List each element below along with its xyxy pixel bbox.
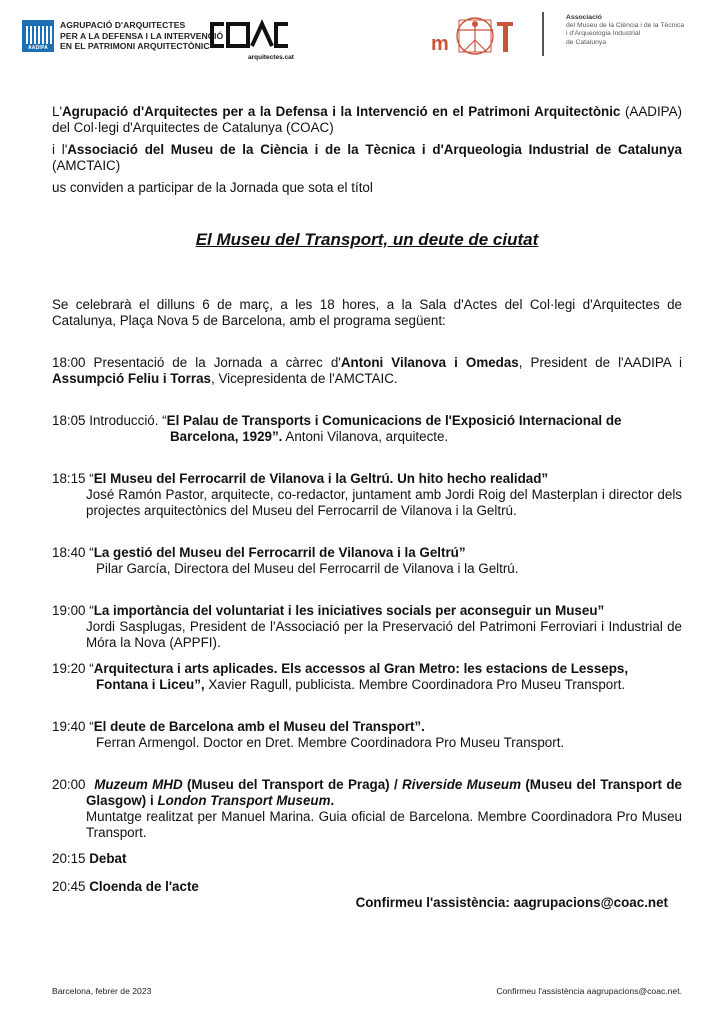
page-header [0, 12, 724, 62]
program-item: 18:15 “El Museu del Ferrocarril de Vilanova i la Geltrú. Un hito hecho realidad” José Ramón Pastor, arquitecte, co-redactor, juntament amb Jordi Roig del Masterplan i director dels projectes arquitectònics del Museu del Ferrocarril de Vilanova i la Geltrú. [52, 471, 682, 518]
intro-paragraph-3: us conviden a participar de la Jornada que sota el títol [52, 180, 373, 195]
venue-paragraph: Se celebrarà el dilluns 6 de març, a les 18 hores, a la Sala d'Actes del Col·legi d'Arquitectes de Catalunya, Plaça Nova 5 de Barcelona, amb el programa següent: [52, 297, 682, 328]
coac-logo-subtitle: arquitectes.cat [248, 54, 294, 61]
program-item: 18:00 Presentació de la Jornada a càrrec d'Antoni Vilanova i Omedas, President de l'AADIPA i Assumpció Feliu i Torras, Vicepresidenta de l'AMCTAIC. [52, 355, 682, 386]
document-body [52, 104, 682, 911]
program-item: 18:05 Introducció. “El Palau de Transports i Comunicacions de l'Exposició Internacional de Barcelona, 1929”. Antoni Vilanova, arquitecte. [52, 413, 622, 444]
mct-logo [431, 14, 521, 60]
assoc-line: del Museu de la Ciència i de la Tècnica [566, 22, 685, 30]
assoc-line: Associació [566, 14, 602, 21]
aadipa-logo-text [60, 20, 223, 52]
assoc-line: de Catalunya [566, 38, 607, 46]
coac-logo-mark [208, 18, 292, 52]
vitruvian-logo-icon [431, 14, 521, 60]
aadipa-line: AGRUPACIÓ D'ARQUITECTES [60, 20, 186, 30]
rsvp-line: Confirmeu l'assistència: aagrupacions@coac.net [355, 895, 668, 910]
program-item: 20:15 Debat [52, 851, 127, 866]
aadipa-line: PER A LA DEFENSA I LA INTERVENCIÓ [60, 30, 224, 41]
program-item: 20:45 Cloenda de l'acte [52, 879, 199, 894]
program-item: 18:40 “La gestió del Museu del Ferrocarril de Vilanova i la Geltrú” Pilar García, Directora del Museu del Ferrocarril de Vilanova i la Geltrú. [52, 545, 519, 576]
assoc-line: i d'Arqueologia Industrial [566, 30, 641, 38]
intro-paragraph-1: L'Agrupació d'Arquitectes per a la Defensa i la Intervenció en el Patrimoni Arquitectònic (AADIPA) del Col·legi d'Arquitectes de Catalunya (COAC) [52, 104, 683, 135]
program-item: 19:40 “El deute de Barcelona amb el Museu del Transport”. Ferran Armengol. Doctor en Dret. Membre Coordinadora Pro Museu Transport. [52, 719, 565, 750]
program-item: 20:00 Muzeum MHD (Museu del Transport de Praga) / Riverside Museum (Museu del Transport de Glasgow) i London Transport Museum. Muntatge realitzat per Manuel Marina. Guia oficial de Barcelona. Membre Coordinadora Pro Museu Transport. [52, 777, 682, 840]
aadipa-logo-word: AADIPA [28, 45, 48, 51]
header-divider [542, 12, 544, 56]
program-item: 19:20 “Arquitectura i arts aplicades. Els accessos al Gran Metro: les estacions de Lesseps, Fontana i Liceu”, Xavier Ragull, publicista. Membre Coordinadora Pro Museu Transport. [52, 661, 629, 692]
aadipa-line: EN EL PATRIMONI ARQUITECTÒNIC [60, 41, 210, 51]
program-item: 19:00 “La importància del voluntariat i les iniciatives socials per aconseguir un Museu” Jordi Sasplugas, President de l'Associació per la Preservació del Patrimoni Ferroviari i Industrial de Móra la Nova (APPFI). [52, 603, 682, 650]
svg-text:m: m [431, 33, 449, 55]
document-title: El Museu del Transport, un deute de ciutat [195, 230, 539, 249]
footer-date: Barcelona, febrer de 2023 [52, 986, 152, 996]
coac-logo [208, 18, 294, 60]
aadipa-logo [22, 20, 223, 52]
footer-rsvp: Confirmeu l'assistència aagrupacions@coac.net. [496, 986, 682, 996]
amctaic-logo-text [566, 14, 684, 47]
aadipa-logo-mark [22, 20, 54, 52]
intro-paragraph-2: i l'Associació del Museu de la Ciència i de la Tècnica i d'Arqueologia Industrial de Catalunya (AMCTAIC) [52, 142, 682, 173]
title-container [52, 232, 682, 249]
